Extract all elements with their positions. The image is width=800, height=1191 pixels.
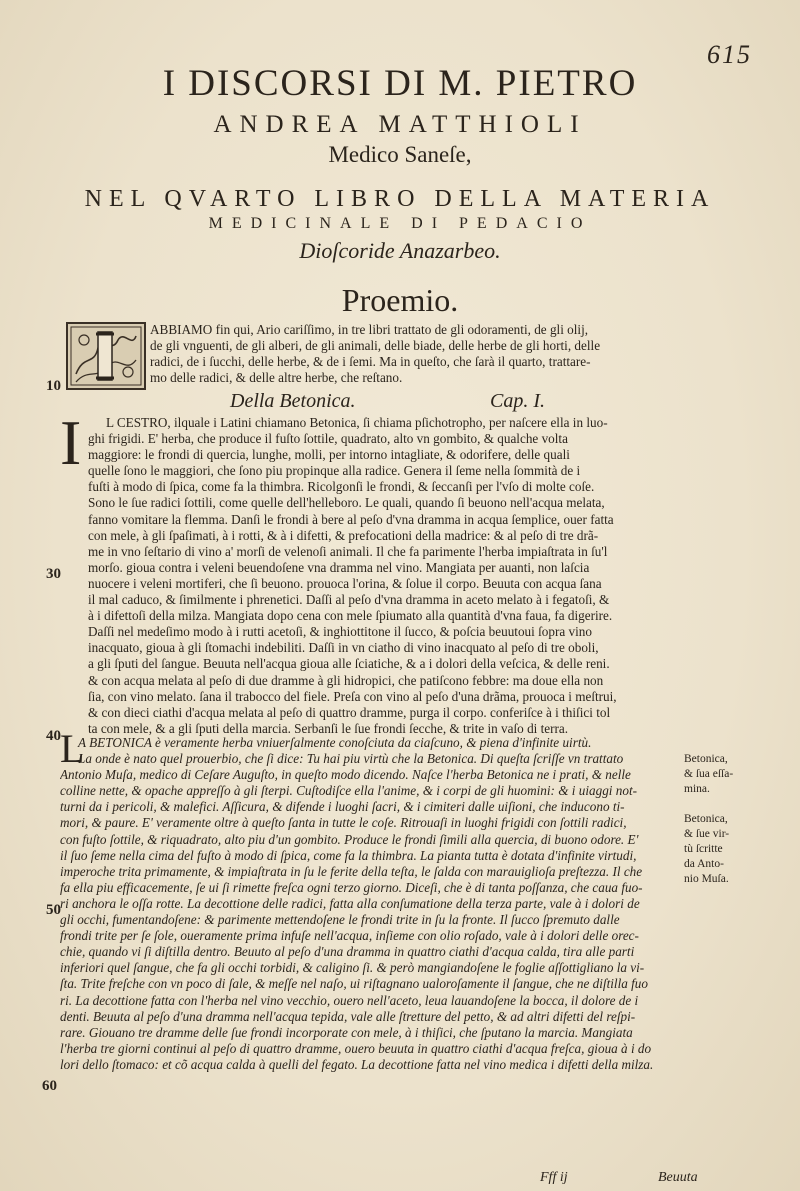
text-line: turni da i pericoli, & malefici. Aſſicura, & difende i luoghi ſacri, & i cimiteri dalle uiſioni, che inducono ti- bbox=[60, 799, 625, 815]
drop-cap-initial: L bbox=[60, 726, 85, 771]
text-line: quelle ſono le maggiori, che ſono piu propinque alla radice. Genera il ſeme nella ſommità de i bbox=[88, 463, 581, 479]
text-line: con mele, à gli ſpaſimati, à i rotti, & à i difetti, & prefocationi della madrice: & al peſo di tre drã- bbox=[88, 527, 599, 543]
line-number: 60 bbox=[42, 1078, 57, 1094]
line-number: 40 bbox=[46, 728, 61, 744]
title-line-6: Dioſcoride Anazarbeo. bbox=[299, 238, 501, 263]
text-line: & con acqua melata al peſo di due dramme à gli hidropici, che patiſcono febbre: ma doue ella non bbox=[88, 672, 604, 688]
chapter-number: Cap. I. bbox=[490, 390, 545, 412]
signature-mark: Fff ij bbox=[540, 1170, 568, 1185]
text-line: inacquato, gioua à gli ſtomachi indebiliti. Daſſi in vn ciatho di vino inacquato al peſo di tre oboli, bbox=[88, 640, 599, 656]
margin-note-line bbox=[684, 797, 754, 812]
text-line: ghi frigidi. E' herba, che produce il fuſto ſottile, quadrato, alto vn gombito, & qualche volta bbox=[88, 431, 568, 447]
intro-paragraph bbox=[150, 322, 680, 386]
text-line: ſta. Trite freſche con vn poco di ſale, & meſſe nel naſo, ui riſtagnano ualoroſamente il ſangue, che ne diſtilla fuo bbox=[60, 976, 648, 992]
margin-note-line: mina. bbox=[684, 783, 710, 795]
text-line: imperoche trita primamente, & impiaſtrata in ſu le ferite della teſta, le ſalda con marauiglioſa preſtezza. Il che bbox=[60, 863, 643, 879]
text-line: lori dello ſtomaco: et cõ acqua calda à quelli del fegato. La decottione fatta nel vino medica i difetti della milza. bbox=[60, 1056, 654, 1072]
margin-note bbox=[684, 752, 754, 887]
text-line: il mal caduco, & ſimilmente i phrenetici. Daſſi al peſo d'vna dramma in aceto melato à i fegatoſi, & bbox=[88, 592, 610, 608]
title-line-2: ANDREA MATTHIOLI bbox=[213, 111, 587, 138]
title-line-4: NEL QVARTO LIBRO DELLA MATERIA bbox=[84, 186, 716, 212]
text-line: fuſti à modo di ſpica, come fa la thimbra. Ricolgonſi le frondi, & ſeccanſi per l'vſo di molte coſe. bbox=[88, 479, 595, 495]
margin-note-line: tù ſcritte bbox=[684, 843, 723, 855]
text-line: A BETONICA è veramente herba vniuerſalmente conoſciuta da ciaſcuno, & piena d'infinite uirtù. bbox=[78, 735, 592, 750]
text-line: ſia, con vino melato. ſana il trabocco del fiele. Preſa con vino al peſo d'una drãma, prouoca i meſtrui, bbox=[88, 688, 617, 704]
chapter-heading bbox=[230, 390, 630, 413]
chapter-paragraph bbox=[88, 415, 680, 737]
margin-note-line: Betonica, bbox=[684, 753, 728, 765]
text-line: Antonio Muſa, medico di Ceſare Auguſto, in queſto modo dicendo. Naſce l'herba Betonica ne i prati, & nelle bbox=[60, 767, 631, 783]
title-line-3: Medico Saneſe, bbox=[328, 142, 472, 167]
text-line: mori, & paure. E' veramente oltre à queſto ſanta in tutte le coſe. Ritrouaſi in luoghi frigidi con ſottili radici, bbox=[60, 815, 627, 831]
line-number: 50 bbox=[46, 902, 61, 918]
text-line: l'herba tre giorni continui al peſo di quattro dramme, ouero beuuta in quattro ciathi d'acqua freſca, gioua à i do bbox=[60, 1040, 652, 1056]
text-line: La onde è nato quel prouerbio, che ſi dice: Tu hai piu virtù che la Betonica. Di queſta ſcriſſe vn trattato bbox=[78, 751, 624, 767]
text-line: nuocere i veleni mortiferi, che ſi beuono. prouoca l'orina, & ſolue il corpo. Beuuta con acqua ſana bbox=[88, 575, 602, 591]
text-line: Daſſi nel medeſimo modo à i rutti acetoſi, & inghiottitone il ſucco, & poſcia beuutoui ſopra vino bbox=[88, 624, 592, 640]
text-line: fa ella piu efficacemente, ſe ui ſi rimette freſca ogni terzo giorno. Diceſi, che è di tanta poſſanza, che caua fuo- bbox=[60, 879, 643, 895]
drop-cap-initial: I bbox=[60, 407, 82, 478]
text-line: rare. Giouano tre dramme delle ſue frondi incorporate con mele, à i thiſici, che ſputano la marcia. Mangiata bbox=[60, 1024, 633, 1040]
text-line: frondi trite per ſe ſole, oueramente prima infuſe nell'acqua, inſieme con olio roſado, vale à i dolori delle orec- bbox=[60, 928, 639, 944]
text-line: chie, quando vi ſi diſtilla dentro. Beuuto al peſo d'una dramma in quattro ciathi d'acqua calda, tira alle parti bbox=[60, 944, 635, 960]
margin-note-line: & ſue vir- bbox=[684, 828, 730, 840]
text-line: ta con mele, & a gli ſputi della marcia. Serbanſi le ſue frondi ſecche, & trite in vaſo di terra. bbox=[88, 720, 569, 736]
margin-note-line: da Anto- bbox=[684, 858, 724, 870]
text-line: denti. Beuuta al peſo d'una dramma nell'acqua tepida, vale alle ſtretture del petto, & ad altri difetti del reſpi- bbox=[60, 1008, 636, 1024]
text-line: ri anchora le oſſa rotte. La decottione delle radici, fatta alla conſumatione della terza parte, vale à i dolori de bbox=[60, 895, 640, 911]
text-line: colline nette, & opache appreſſo à gli ſterpi. Cuſtodiſce ella l'anime, & i corpi de gli huomini: & i uiaggi not- bbox=[60, 783, 638, 799]
title-line-5: MEDICINALE DI PEDACIO bbox=[208, 215, 592, 232]
ornamental-initial-icon bbox=[66, 322, 146, 390]
text-line: a gli ſputi del ſangue. Beuuta nell'acqua gioua alle ſciatiche, & a i dolori della veſcica, & delle reni. bbox=[88, 656, 610, 672]
text-line: inferiori quel ſangue, che fa gli occhi torbidi, & caligino ſi. & però mangiandoſene le foglie aſſottigliano la vi- bbox=[60, 960, 645, 976]
text-line: con fuſto ſottile, & riquadrato, alto piu d'un gombito. Produce le frondi ſimili alla quercia, di buono odore. E' bbox=[60, 831, 639, 847]
text-line: ABBIAMO fin qui, Ario cariſſimo, in tre libri trattato de gli odoramenti, de gli olij, bbox=[150, 322, 589, 337]
margin-note-line: nio Muſa. bbox=[684, 873, 729, 885]
page-number: 615 bbox=[707, 40, 752, 69]
line-number: 30 bbox=[46, 566, 61, 582]
line-number: 10 bbox=[46, 378, 61, 394]
catchword: Beuuta bbox=[658, 1170, 698, 1185]
chapter-title: Della Betonica. bbox=[230, 390, 356, 412]
text-line: fanno vomitare la flemma. Danſi le frondi à bere al peſo d'vna dramma in acqua ſemplice, ouer fatta bbox=[88, 511, 614, 527]
commentary-paragraph bbox=[60, 735, 680, 1073]
text-line: Sono le ſue radici ſottili, come quelle dell'helleboro. Le quali, quando ſi beuono nell'acqua melata, bbox=[88, 495, 605, 511]
text-line: maggiore: le frondi di quercia, lunghe, molli, per intorno intagliate, & odorifere, delle quali bbox=[88, 447, 570, 463]
text-line: me in vno ſeſtario di vino a' morſi de velenoſi animali. Il che fa parimente l'herba impiaſtrata in ſu'l bbox=[88, 543, 608, 559]
text-line: L CESTRO, ilquale i Latini chiamano Betonica, ſi chiama pſichotropho, per naſcere ella in luo- bbox=[106, 415, 608, 430]
text-line: & con dieci ciathi d'acqua melata al peſo di quattro dramme, purga il corpo. conferiſce à i thiſici tol bbox=[88, 704, 611, 720]
text-line: gli occhi, fumentandoſene: & parimente mettendoſene le frondi trite in ſu la fronte. Il ſucco ſpremuto dalle bbox=[60, 912, 620, 928]
text-line: radici, de i ſucchi, delle herbe, & de i ſemi. Ma in queſto, che ſarà il quarto, trattare- bbox=[150, 354, 591, 370]
margin-note-line: & ſua eſſa- bbox=[684, 768, 734, 780]
section-heading: Proemio. bbox=[341, 282, 459, 318]
text-line: à i difettoſi della milza. Mangiata dopo cena con mele ſpiumato alla quantità d'vna faua, fa digerire. bbox=[88, 608, 613, 624]
text-line: morſo. gioua contra i veleni beuendoſene vna dramma nel vino. Mangiata per auanti, non laſcia bbox=[88, 559, 590, 575]
text-line: mo delle radici, & delle altre herbe, che reſtano. bbox=[150, 370, 403, 386]
text-line: ri. La decottione fatta con l'herba nel vino vecchio, ouero nell'aceto, leua lauandoſene la bocca, il dolore de i bbox=[60, 992, 639, 1008]
text-line: il ſuo ſeme nella cima del fuſto à modo di ſpica, come fa la thimbra. La pianta tutta è dotata d'infinite virtudi, bbox=[60, 847, 637, 863]
text-line: de gli vnguenti, de gli alberi, de gli animali, delle biade, delle herbe de gli horti, delle bbox=[150, 338, 601, 354]
margin-note-line: Betonica, bbox=[684, 813, 728, 825]
title-line-1: I DISCORSI DI M. PIETRO bbox=[162, 63, 638, 104]
